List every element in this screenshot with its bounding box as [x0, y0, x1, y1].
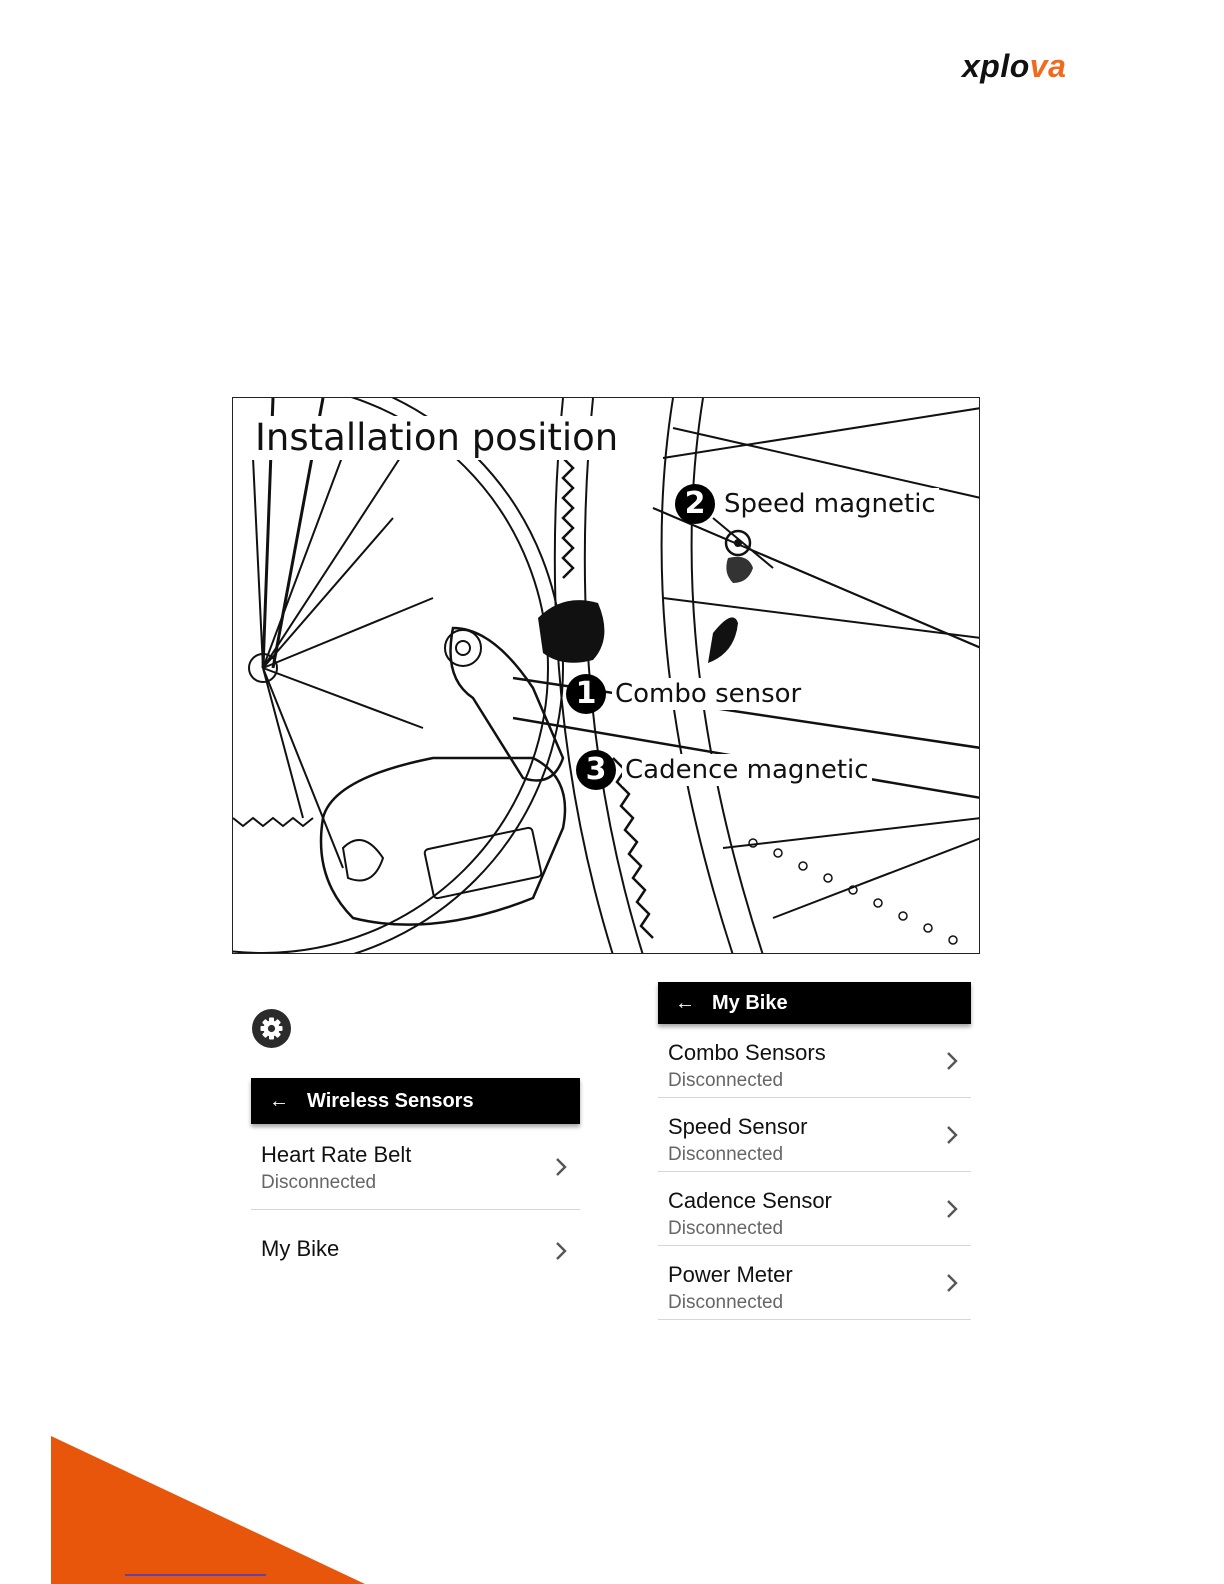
- wireless-sensors-panel: [251, 1078, 580, 1292]
- back-arrow-icon[interactable]: ←: [675, 991, 695, 1014]
- list-item-cadence-sensor[interactable]: [658, 1172, 971, 1246]
- item-status: Disconnected: [261, 1172, 377, 1193]
- item-name: Power Meter: [668, 1262, 793, 1287]
- callout-number: 2: [675, 484, 715, 524]
- callout-label: Combo sensor: [612, 678, 804, 710]
- chevron-right-icon: [943, 1272, 961, 1294]
- item-name: My Bike: [261, 1236, 340, 1261]
- item-status: Disconnected: [668, 1292, 784, 1313]
- item-name: Combo Sensors: [668, 1040, 826, 1065]
- list-item-speed-sensor[interactable]: [658, 1098, 971, 1172]
- item-name: Speed Sensor: [668, 1114, 808, 1139]
- logo-text-dark: xplo: [962, 48, 1030, 84]
- callout-label: Cadence magnetic: [622, 754, 872, 786]
- item-status: Disconnected: [668, 1070, 784, 1091]
- list-item-heart-rate-belt[interactable]: [251, 1124, 580, 1210]
- callout-cadence-magnetic: [576, 750, 872, 790]
- chevron-right-icon: [943, 1198, 961, 1220]
- list-item-power-meter[interactable]: [658, 1246, 971, 1320]
- item-name: Heart Rate Belt: [261, 1142, 412, 1167]
- my-bike-panel: [658, 982, 971, 1320]
- item-name: Cadence Sensor: [668, 1188, 832, 1213]
- callout-speed-magnetic: [675, 484, 939, 524]
- chevron-right-icon: [943, 1124, 961, 1146]
- list-item-my-bike[interactable]: [251, 1210, 580, 1292]
- header-title: Wireless Sensors: [307, 1089, 474, 1112]
- list-item-combo-sensors[interactable]: [658, 1024, 971, 1098]
- installation-figure: [232, 397, 980, 954]
- item-status: Disconnected: [668, 1144, 784, 1165]
- chevron-right-icon: [943, 1050, 961, 1072]
- callout-number: 1: [566, 674, 606, 714]
- logo-text-accent: va: [1029, 48, 1067, 84]
- header-title: My Bike: [712, 991, 788, 1014]
- xplova-logo: [962, 50, 1128, 82]
- callout-label: Speed magnetic: [721, 488, 939, 520]
- my-bike-header: [658, 982, 971, 1024]
- callout-number: 3: [576, 750, 616, 790]
- callout-combo-sensor: [566, 674, 804, 714]
- wireless-sensors-header: [251, 1078, 580, 1124]
- gear-icon[interactable]: [252, 1009, 291, 1048]
- chevron-right-icon: [552, 1240, 570, 1262]
- back-arrow-icon[interactable]: ←: [269, 1089, 289, 1112]
- figure-title: Installation position: [251, 416, 622, 460]
- item-status: Disconnected: [668, 1218, 784, 1239]
- chevron-right-icon: [552, 1156, 570, 1178]
